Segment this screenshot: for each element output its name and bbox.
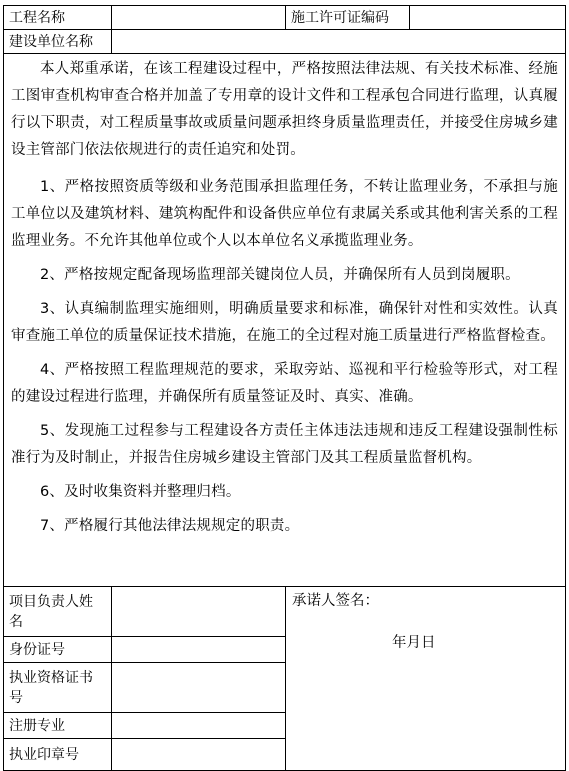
- commitment-item-6: 6、及时收集资料并整理归档。: [40, 484, 241, 500]
- row-commitment: [4, 54, 566, 587]
- commitment-item-4: 4、严格按照工程监理规范的要求，采取旁站、巡视和平行检验等形式，对工程的建设过程进行监理，并确保所有质量签证及时、真实、准确。: [11, 362, 558, 405]
- commitment-text-cell: [4, 54, 566, 587]
- project-name-field[interactable]: [112, 6, 286, 30]
- signature-label: 承诺人签名：: [292, 593, 379, 609]
- commitment-item-2: 2、严格按规定配备现场监理部关键岗位人员，并确保所有人员到岗履职。: [40, 267, 520, 283]
- row-manager-name: [4, 587, 566, 637]
- builder-label: 建设单位名称: [4, 30, 112, 54]
- cert-field[interactable]: [112, 663, 286, 713]
- manager-name-field[interactable]: [112, 587, 286, 637]
- date-label: 年月日: [392, 635, 436, 651]
- permit-no-field[interactable]: [410, 6, 566, 30]
- commitment-item-5: 5、发现施工过程参与工程建设各方责任主体违法违规和违反工程建设强制性标准行为及时制止，并报告住房城乡建设主管部门及其工程质量监督机构。: [11, 423, 558, 466]
- id-label: 身份证号: [4, 637, 112, 663]
- commitment-item-1: 1、严格按照资质等级和业务范围承担监理任务，不转让监理业务，不承担与施工单位以及建筑材料、建筑构配件和设备供应单位有隶属关系或其他利害关系的工程监理业务。不允许其他单位或个人以本单位名义承揽监理业务。: [11, 179, 558, 249]
- permit-no-label: 施工许可证编码: [286, 6, 410, 30]
- commitment-intro: 本人郑重承诺，在该工程建设过程中，严格按照法律法规、有关技术标准、经施工图审查机构审查合格并加盖了专用章的设计文件和工程承包合同进行监理，认真履行以下职责，对工程质量事故或质量问题承担终身质量监理责任，并接受住房城乡建设主管部门依法依规进行的责任追究和处罚。: [11, 61, 558, 158]
- builder-field[interactable]: [112, 30, 566, 54]
- major-field[interactable]: [112, 713, 286, 739]
- seal-label: 执业印章号: [4, 739, 112, 771]
- id-field[interactable]: [112, 637, 286, 663]
- major-label: 注册专业: [4, 713, 112, 739]
- row-project: [4, 6, 566, 30]
- form-table: [3, 5, 566, 771]
- commitment-item-7: 7、严格履行其他法律法规规定的职责。: [40, 518, 300, 534]
- row-builder: [4, 30, 566, 54]
- cert-label: 执业资格证书号: [4, 663, 112, 713]
- project-name-label: 工程名称: [4, 6, 112, 30]
- commitment-item-3: 3、认真编制监理实施细则，明确质量要求和标准，确保针对性和实效性。认真审查施工单位的质量保证技术措施，在施工的全过程对施工质量进行严格监督检查。: [11, 301, 558, 344]
- signature-cell[interactable]: [286, 587, 566, 771]
- manager-name-label: 项目负责人姓名: [4, 587, 112, 637]
